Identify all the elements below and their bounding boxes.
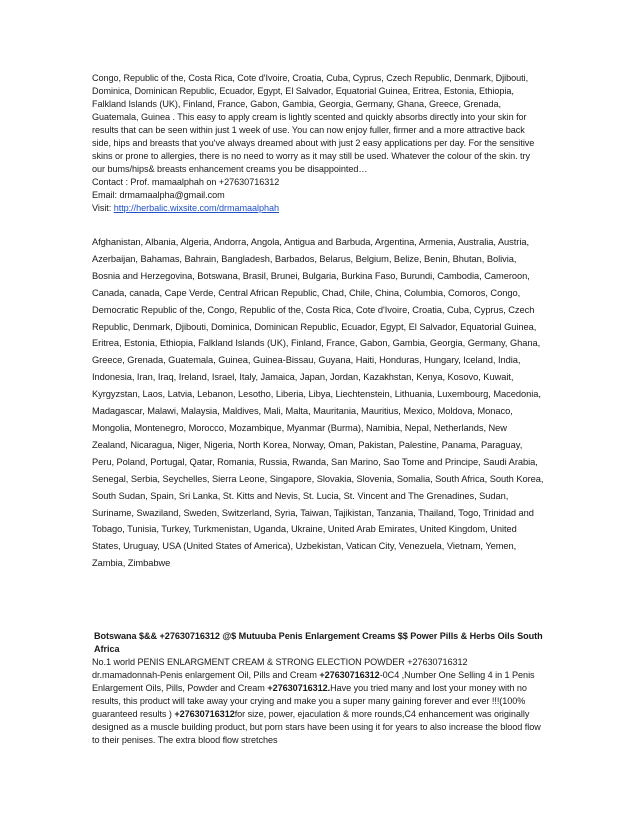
visit-label: Visit: <box>92 203 114 213</box>
website-link[interactable]: http://herbalic.wixsite.com/drmamaalphah <box>113 203 280 213</box>
email-line: Email: drmamaalpha@gmail.com <box>92 190 225 200</box>
countries-list: Afghanistan, Albania, Algeria, Andorra, Angola, Antigua and Barbuda, Argentina, Armenia, Australia, Austria, Azerbaijan, Bahamas, Bahrain, Bangladesh, Barbados, Belarus, Belgium, Belize, Benin, Bhutan, Bolivia, Bosnia and Herzegovina, Botswana, Brasil, Brunei, Bulgaria, Burkina Faso, Burundi, Cambodia, Cameroon, Canada, canada, Cape Verde, Central African Republic, Chad, Chile, China, Columbia, Comoros, Congo, Democratic Republic of the, Congo, Republic of the, Costa Rica, Cote d'Ivoire, Croatia, Cuba, Cyprus, Czech Republic, Denmark, Djibouti, Dominica, Dominican Republic, Ecuador, Egypt, El Salvador, Equatorial Guinea, Eritrea, Estonia, Ethiopia, Falkland Islands (UK), Finland, France, Gabon, Gambia, Georgia, Germany, Ghana, Greece, Grenada, Guatemala, Guinea, Guinea-Bissau, Guyana, Haiti, Honduras, Hungary, Iceland, India, Indonesia, Iran, Iraq, Ireland, Israel, Italy, Jamaica, Japan, Jordan, Kazakhstan, Kenya, Kosovo, Kuwait, Kyrgyzstan, Laos, Latvia, Lebanon, Lesotho, Liberia, Libya, Liechtenstein, Lithuania, Luxembourg, Macedonia, Madagascar, Malawi, Malaysia, Maldives, Mali, Malta, Mauritania, Mauritius, Mexico, Moldova, Monaco, Mongolia, Montenegro, Morocco, Mozambique, Myanmar (Burma), Namibia, Nepal, Netherlands, New Zealand, Nicaragua, Niger, Nigeria, North Korea, Norway, Oman, Pakistan, Palestine, Panama, Paraguay, Peru, Poland, Portugal, Qatar, Romania, Russia, Rwanda, San Marino, Sao Tome and Principe, Saudi Arabia, Senegal, Serbia, Seychelles, Sierra Leone, Singapore, Slovakia, Slovenia, Somalia, South Africa, South Korea, South Sudan, Spain, Sri Lanka, St. Kitts and Nevis, St. Lucia, St. Vincent and The Grenadines, Sudan, Suriname, Swaziland, Sweden, Switzerland, Syria, Taiwan, Tajikistan, Tanzania, Thailand, Togo, Trinidad and Tobago, Tunisia, Turkey, Turkmenistan, Uganda, Ukraine, United Arab Emirates, United Kingdom, United States, Uruguay, USA (United States of America), Uzbekistan, Vatican City, Venezuela, Vietnam, Yemen, Zambia, Zimbabwe <box>92 237 544 569</box>
product-section <box>92 630 544 747</box>
intro-section <box>92 72 544 215</box>
intro-paragraph: Congo, Republic of the, Costa Rica, Cote d'Ivoire, Croatia, Cuba, Cyprus, Czech Republic, Denmark, Djibouti, Dominica, Dominican Republic, Ecuador, Egypt, El Salvador, Equatorial Guinea, Eritrea, Estonia, Ethiopia, Falkland Islands (UK), Finland, France, Gabon, Gambia, Georgia, Germany, Ghana, Greece, Grenada, Guatemala, Guinea . This easy to apply cream is lightly scented and quickly absorbs directly into your skin for results that can be seen within just 1 week of use. You can now enjoy fuller, firmer and a more attractive back side, hips and breasts that you've always dreamed about with just 2 easy applications per day. For the sensitive skins or prone to allergies, there is no need to worry as it may still be used. Whatever the colour of the skin. try our bums/hips& breasts enhancement creams you be disappointed… <box>92 73 535 174</box>
countries-section <box>92 234 544 572</box>
contact-line: Contact : Prof. mamaalphah on +27630716312 <box>92 177 280 187</box>
desc-part-g: for size, power, ejaculation & more rounds,C4 enhancement was originally designed as a muscle building product, but porn stars have been using it for years to also increase the blood flow to their penises. The extra blood flow stretches <box>92 709 541 745</box>
desc-part-e: Have you tried many and lost your money with no results, this product will take away your crying and make you a super many gaining forever and ever !!!(100% guaranteed results ) <box>92 683 527 719</box>
desc-part-c: -0C4 ,Number One Selling 4 in 1 Penis Enlargement Oils, Pills, Powder and Cream <box>92 670 535 693</box>
product-description <box>92 669 544 747</box>
phone-bold-3: +27630716312 <box>174 709 235 719</box>
product-line-1: No.1 world PENIS ENLARGMENT CREAM & STRONG ELECTION POWDER +27630716312 <box>92 657 468 667</box>
visit-line <box>92 202 544 215</box>
desc-part-a: dr.mamadonnah-Penis enlargement Oil, Pills and Cream <box>92 670 320 680</box>
phone-bold-1: +27630716312 <box>319 670 380 680</box>
product-heading: Botswana $&& +27630716312 @$ Mutuuba Penis Enlargement Creams $$ Power Pills & Herbs Oils South Africa <box>94 631 543 654</box>
phone-bold-2: +27630716312. <box>267 683 331 693</box>
